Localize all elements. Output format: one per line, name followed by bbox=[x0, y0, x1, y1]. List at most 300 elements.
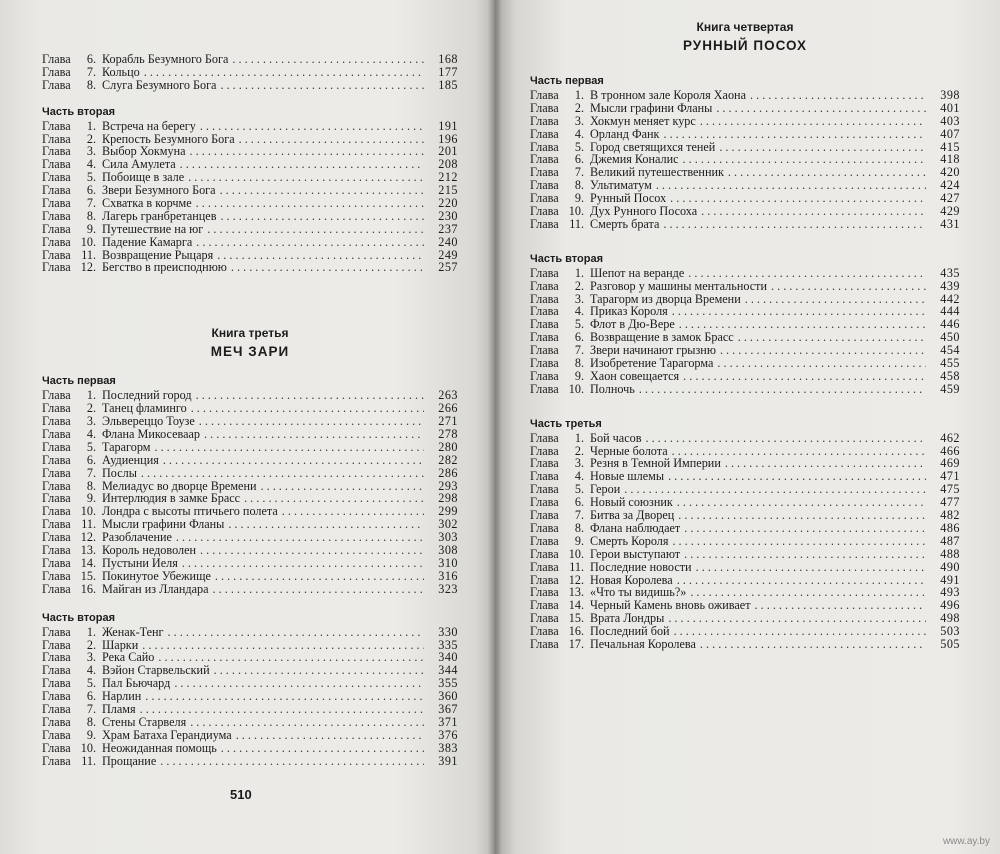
chapter-page: 431 bbox=[940, 216, 960, 231]
chapter-number: 2. bbox=[574, 278, 584, 293]
chapter-page: 212 bbox=[438, 170, 458, 185]
dot-leader bbox=[142, 639, 424, 652]
chapter-label: Глава bbox=[530, 113, 559, 128]
chapter-number: 8. bbox=[574, 178, 584, 193]
chapter-number: 4. bbox=[86, 427, 96, 442]
dot-leader bbox=[716, 102, 926, 115]
chapter-number: 9. bbox=[86, 491, 96, 506]
dot-leader bbox=[656, 179, 926, 192]
dot-leader bbox=[191, 402, 424, 415]
toc-entry bbox=[530, 432, 960, 445]
dot-leader bbox=[771, 280, 926, 293]
chapter-title: Возвращение Рыцаря bbox=[102, 247, 214, 262]
dot-leader bbox=[168, 626, 424, 639]
chapter-page: 403 bbox=[940, 113, 960, 128]
dot-leader bbox=[163, 454, 424, 467]
chapter-title: Разоблачение bbox=[102, 530, 172, 545]
chapter-page: 420 bbox=[940, 165, 960, 180]
chapter-label: Глава bbox=[42, 543, 71, 558]
toc-entry bbox=[42, 467, 458, 480]
chapter-title: Женак-Тенг bbox=[102, 624, 164, 639]
chapter-number: 4. bbox=[86, 157, 96, 172]
chapter-label: Глава bbox=[42, 247, 71, 262]
chapter-page: 455 bbox=[940, 356, 960, 371]
chapter-label: Глава bbox=[530, 508, 559, 523]
chapter-number: 5. bbox=[574, 482, 584, 497]
chapter-number: 8. bbox=[86, 478, 96, 493]
dot-leader bbox=[663, 128, 926, 141]
chapter-number: 7. bbox=[86, 64, 96, 79]
chapter-title: Бегство в преисподнюю bbox=[102, 260, 227, 275]
chapter-number: 2. bbox=[574, 443, 584, 458]
chapter-number: 4. bbox=[574, 304, 584, 319]
dot-leader bbox=[701, 205, 926, 218]
list-book4-part1 bbox=[530, 89, 960, 231]
chapter-page: 487 bbox=[940, 533, 960, 548]
chapter-title: Битва за Дворец bbox=[590, 508, 675, 523]
part-heading: Часть вторая bbox=[42, 105, 116, 118]
chapter-page: 298 bbox=[438, 491, 458, 506]
dot-leader bbox=[755, 599, 926, 612]
chapter-number: 8. bbox=[574, 520, 584, 535]
chapter-page: 237 bbox=[438, 221, 458, 236]
chapter-title: Послы bbox=[102, 465, 137, 480]
chapter-label: Глава bbox=[42, 118, 71, 133]
list-book4-part2 bbox=[530, 267, 960, 396]
chapter-number: 3. bbox=[574, 456, 584, 471]
dot-leader bbox=[700, 115, 926, 128]
chapter-label: Глава bbox=[42, 465, 71, 480]
dot-leader bbox=[668, 470, 926, 483]
chapter-label: Глава bbox=[530, 88, 559, 102]
chapter-number: 12. bbox=[80, 260, 96, 275]
chapter-title: Ультиматум bbox=[590, 178, 652, 193]
toc-entry bbox=[42, 544, 458, 557]
chapter-page: 278 bbox=[438, 427, 458, 442]
chapter-title: Тарагорм bbox=[102, 439, 151, 454]
chapter-number: 17. bbox=[568, 636, 584, 651]
chapter-number: 9. bbox=[574, 533, 584, 548]
chapter-page: 282 bbox=[438, 452, 458, 467]
dot-leader bbox=[696, 561, 926, 574]
chapter-label: Глава bbox=[530, 533, 559, 548]
list-part-two bbox=[42, 120, 458, 275]
chapter-title: Приказ Короля bbox=[590, 304, 668, 319]
chapter-number: 15. bbox=[568, 611, 584, 626]
chapter-number: 8. bbox=[86, 208, 96, 223]
chapter-number: 1. bbox=[86, 388, 96, 403]
chapter-page: 335 bbox=[438, 637, 458, 652]
chapter-number: 3. bbox=[574, 113, 584, 128]
chapter-number: 5. bbox=[86, 676, 96, 691]
chapter-label: Глава bbox=[530, 598, 559, 613]
chapter-page: 208 bbox=[438, 157, 458, 172]
toc-entry bbox=[42, 53, 458, 66]
chapter-number: 6. bbox=[574, 152, 584, 167]
dot-leader bbox=[645, 432, 926, 445]
page-number: 510 bbox=[230, 787, 252, 802]
chapter-label: Глава bbox=[530, 636, 559, 651]
toc-entry bbox=[42, 261, 458, 274]
chapter-label: Глава bbox=[42, 581, 71, 596]
chapter-number: 12. bbox=[80, 530, 96, 545]
chapter-number: 10. bbox=[80, 234, 96, 249]
chapter-title: Река Сайо bbox=[102, 650, 155, 665]
chapter-page: 503 bbox=[940, 624, 960, 639]
chapter-title: Флана Микосеваар bbox=[102, 427, 201, 442]
chapter-page: 475 bbox=[940, 482, 960, 497]
chapter-label: Глава bbox=[530, 585, 559, 600]
chapter-number: 9. bbox=[574, 368, 584, 383]
dot-leader bbox=[232, 53, 424, 66]
chapter-number: 11. bbox=[81, 753, 96, 768]
chapter-title: Великий путешественник bbox=[590, 165, 724, 180]
chapter-page: 435 bbox=[940, 265, 960, 280]
chapter-number: 2. bbox=[86, 401, 96, 416]
chapter-page: 454 bbox=[940, 343, 960, 358]
chapter-title: Пламя bbox=[102, 701, 136, 716]
chapter-title: Король недоволен bbox=[102, 543, 197, 558]
chapter-page: 271 bbox=[438, 414, 458, 429]
toc-entry bbox=[530, 548, 960, 561]
chapter-title: Новая Королева bbox=[590, 572, 673, 587]
chapter-page: 498 bbox=[940, 611, 960, 626]
chapter-title: Новый союзник bbox=[590, 495, 673, 510]
chapter-number: 16. bbox=[80, 581, 96, 596]
chapter-number: 8. bbox=[86, 714, 96, 729]
chapter-number: 3. bbox=[86, 650, 96, 665]
chapter-page: 340 bbox=[438, 650, 458, 665]
toc-entry bbox=[42, 441, 458, 454]
left-page bbox=[0, 0, 495, 854]
chapter-page: 266 bbox=[438, 401, 458, 416]
chapter-page: 360 bbox=[438, 689, 458, 704]
dot-leader bbox=[200, 120, 424, 133]
chapter-page: 391 bbox=[438, 753, 458, 768]
chapter-page: 439 bbox=[940, 278, 960, 293]
chapter-number: 5. bbox=[86, 439, 96, 454]
chapter-page: 415 bbox=[940, 139, 960, 154]
chapter-title: Нарлин bbox=[102, 689, 142, 704]
dot-leader bbox=[683, 370, 926, 383]
chapter-title: Пустыни Иеля bbox=[102, 555, 178, 570]
chapter-label: Глава bbox=[530, 482, 559, 497]
chapter-title: Крепость Безумного Бога bbox=[102, 131, 235, 146]
chapter-title: Путешествие на юг bbox=[102, 221, 204, 236]
chapter-label: Глава bbox=[530, 165, 559, 180]
chapter-label: Глава bbox=[530, 139, 559, 154]
toc-entry bbox=[42, 197, 458, 210]
chapter-title: Полночь bbox=[590, 381, 635, 396]
chapter-number: 9. bbox=[574, 191, 584, 206]
chapter-number: 5. bbox=[574, 139, 584, 154]
chapter-label: Глава bbox=[42, 568, 71, 583]
chapter-title: Мысли графини Фланы bbox=[102, 517, 225, 532]
chapter-label: Глава bbox=[42, 234, 71, 249]
chapter-label: Глава bbox=[530, 624, 559, 639]
chapter-label: Глава bbox=[42, 401, 71, 416]
chapter-title: Резня в Темной Империи bbox=[590, 456, 721, 471]
chapter-page: 323 bbox=[438, 581, 458, 596]
chapter-number: 5. bbox=[574, 317, 584, 332]
chapter-title: Рунный Посох bbox=[590, 191, 667, 206]
chapter-number: 10. bbox=[568, 381, 584, 396]
chapter-title: Врата Лондры bbox=[590, 611, 665, 626]
dot-leader bbox=[176, 531, 424, 544]
chapter-number: 13. bbox=[568, 585, 584, 600]
chapter-number: 14. bbox=[568, 598, 584, 613]
toc-entry bbox=[42, 210, 458, 223]
dot-leader bbox=[239, 133, 424, 146]
dot-leader bbox=[282, 505, 424, 518]
chapter-number: 7. bbox=[574, 508, 584, 523]
dot-leader bbox=[672, 305, 926, 318]
chapter-title: Флот в Дю-Вере bbox=[590, 317, 675, 332]
chapter-page: 466 bbox=[940, 443, 960, 458]
dot-leader bbox=[200, 544, 424, 557]
chapter-title: Побоище в зале bbox=[102, 170, 185, 185]
chapter-label: Глава bbox=[42, 52, 71, 66]
dot-leader bbox=[261, 480, 425, 493]
chapter-number: 6. bbox=[86, 183, 96, 198]
chapter-number: 7. bbox=[86, 196, 96, 211]
dot-leader bbox=[160, 755, 424, 768]
chapter-label: Глава bbox=[530, 368, 559, 383]
chapter-page: 371 bbox=[438, 714, 458, 729]
chapter-title: Последний бой bbox=[590, 624, 670, 639]
dot-leader bbox=[670, 192, 926, 205]
chapter-title: Разговор у машины ментальности bbox=[590, 278, 767, 293]
chapter-label: Глава bbox=[42, 439, 71, 454]
chapter-label: Глава bbox=[42, 753, 71, 768]
chapter-label: Глава bbox=[530, 520, 559, 535]
chapter-number: 7. bbox=[86, 701, 96, 716]
chapter-title: Прощание bbox=[102, 753, 157, 768]
toc-entry bbox=[530, 115, 960, 128]
chapter-page: 240 bbox=[438, 234, 458, 249]
dot-leader bbox=[204, 428, 424, 441]
chapter-label: Глава bbox=[42, 170, 71, 185]
chapter-page: 330 bbox=[438, 624, 458, 639]
chapter-label: Глава bbox=[42, 157, 71, 172]
chapter-title: Сила Амулета bbox=[102, 157, 176, 172]
toc-entry bbox=[42, 223, 458, 236]
chapter-page: 446 bbox=[940, 317, 960, 332]
toc-entry bbox=[42, 626, 458, 639]
chapter-page: 249 bbox=[438, 247, 458, 262]
dot-leader bbox=[668, 612, 926, 625]
chapter-page: 344 bbox=[438, 663, 458, 678]
chapter-label: Глава bbox=[530, 126, 559, 141]
chapter-label: Глава bbox=[42, 196, 71, 211]
chapter-page: 401 bbox=[940, 100, 960, 115]
chapter-title: Покинутое Убежище bbox=[102, 568, 211, 583]
chapter-title: Флана наблюдает bbox=[590, 520, 681, 535]
dot-leader bbox=[688, 267, 926, 280]
chapter-title: Дух Рунного Посоха bbox=[590, 204, 698, 219]
chapter-label: Глава bbox=[42, 701, 71, 716]
toc-entry bbox=[42, 236, 458, 249]
chapter-title: Эльвереццо Тоузе bbox=[102, 414, 195, 429]
toc-entry bbox=[42, 570, 458, 583]
chapter-label: Глава bbox=[530, 343, 559, 358]
chapter-page: 355 bbox=[438, 676, 458, 691]
chapter-number: 1. bbox=[574, 265, 584, 280]
chapter-label: Глава bbox=[42, 183, 71, 198]
chapter-number: 1. bbox=[574, 88, 584, 102]
chapter-label: Глава bbox=[530, 381, 559, 396]
dot-leader bbox=[719, 141, 926, 154]
chapter-number: 3. bbox=[574, 291, 584, 306]
toc-entry bbox=[42, 755, 458, 768]
chapter-label: Глава bbox=[42, 740, 71, 755]
chapter-page: 490 bbox=[940, 559, 960, 574]
chapter-page: 168 bbox=[438, 52, 458, 66]
chapter-label: Глава bbox=[42, 530, 71, 545]
toc-entry bbox=[530, 218, 960, 231]
toc-entry bbox=[530, 89, 960, 102]
toc-entry bbox=[530, 509, 960, 522]
chapter-label: Глава bbox=[42, 650, 71, 665]
chapter-title: Хаон совещается bbox=[590, 368, 680, 383]
chapter-title: Герои bbox=[590, 482, 621, 497]
dot-leader bbox=[725, 457, 926, 470]
dot-leader bbox=[182, 557, 424, 570]
chapter-number: 4. bbox=[574, 126, 584, 141]
chapter-title: Звери начинают грызню bbox=[590, 343, 716, 358]
chapter-title: Звери Безумного Бога bbox=[102, 183, 216, 198]
chapter-page: 299 bbox=[438, 504, 458, 519]
chapter-number: 6. bbox=[574, 495, 584, 510]
toc-entry bbox=[530, 561, 960, 574]
dot-leader bbox=[745, 293, 926, 306]
chapter-page: 220 bbox=[438, 196, 458, 211]
chapter-number: 12. bbox=[568, 572, 584, 587]
chapter-page: 459 bbox=[940, 381, 960, 396]
chapter-label: Глава bbox=[42, 208, 71, 223]
chapter-label: Глава bbox=[530, 304, 559, 319]
chapter-page: 442 bbox=[940, 291, 960, 306]
dot-leader bbox=[190, 145, 424, 158]
chapter-number: 4. bbox=[574, 469, 584, 484]
chapter-page: 263 bbox=[438, 388, 458, 403]
toc-entry bbox=[42, 729, 458, 742]
chapter-page: 191 bbox=[438, 118, 458, 133]
chapter-label: Глава bbox=[530, 152, 559, 167]
chapter-page: 293 bbox=[438, 478, 458, 493]
chapter-number: 15. bbox=[80, 568, 96, 583]
chapter-label: Глава bbox=[530, 430, 559, 445]
chapter-page: 280 bbox=[438, 439, 458, 454]
chapter-label: Глава bbox=[42, 555, 71, 570]
book-heading: Книга третья bbox=[211, 326, 289, 341]
chapter-label: Глава bbox=[42, 491, 71, 506]
chapter-title: Тарагорм из дворца Времени bbox=[590, 291, 741, 306]
chapter-number: 3. bbox=[86, 144, 96, 159]
dot-leader bbox=[220, 210, 424, 223]
chapter-title: Возвращение в замок Брасс bbox=[590, 330, 734, 345]
chapter-title: Аудиенция bbox=[102, 452, 159, 467]
chapter-page: 302 bbox=[438, 517, 458, 532]
chapter-title: Лондра с высоты птичьего полета bbox=[102, 504, 278, 519]
list-book4-part3 bbox=[530, 432, 960, 651]
chapter-page: 310 bbox=[438, 555, 458, 570]
chapter-title: Шарки bbox=[102, 637, 139, 652]
dot-leader bbox=[639, 383, 926, 396]
part-heading: Часть вторая bbox=[530, 252, 604, 265]
chapter-title: Смерть брата bbox=[590, 216, 660, 231]
dot-leader bbox=[196, 236, 424, 249]
chapter-page: 496 bbox=[940, 598, 960, 613]
dot-leader bbox=[678, 509, 926, 522]
list-book3-part1 bbox=[42, 389, 458, 595]
chapter-title: Майган из Лландара bbox=[102, 581, 209, 596]
chapter-title: Интерлюдия в замке Брасс bbox=[102, 491, 241, 506]
dot-leader bbox=[220, 79, 424, 92]
part-heading: Часть первая bbox=[42, 375, 116, 388]
chapter-title: «Что ты видишь?» bbox=[590, 585, 687, 600]
chapter-label: Глава bbox=[530, 191, 559, 206]
list-top bbox=[42, 53, 458, 92]
chapter-number: 13. bbox=[80, 543, 96, 558]
chapter-title: Мелиадус во дворце Времени bbox=[102, 478, 257, 493]
dot-leader bbox=[145, 690, 424, 703]
chapter-number: 8. bbox=[86, 77, 96, 92]
chapter-title: Мысли графини Фланы bbox=[590, 100, 713, 115]
chapter-page: 398 bbox=[940, 88, 960, 102]
chapter-page: 429 bbox=[940, 204, 960, 219]
chapter-label: Глава bbox=[530, 456, 559, 471]
toc-entry bbox=[42, 66, 458, 79]
chapter-number: 1. bbox=[86, 624, 96, 639]
dot-leader bbox=[154, 441, 424, 454]
chapter-number: 10. bbox=[568, 546, 584, 561]
chapter-number: 10. bbox=[568, 204, 584, 219]
chapter-page: 196 bbox=[438, 131, 458, 146]
chapter-number: 10. bbox=[80, 740, 96, 755]
dot-leader bbox=[228, 518, 424, 531]
toc-entry bbox=[42, 120, 458, 133]
chapter-page: 493 bbox=[940, 585, 960, 600]
chapter-page: 450 bbox=[940, 330, 960, 345]
chapter-page: 505 bbox=[940, 636, 960, 651]
chapter-title: В тронном зале Короля Хаона bbox=[590, 88, 746, 102]
chapter-page: 427 bbox=[940, 191, 960, 206]
toc-entry bbox=[42, 742, 458, 755]
chapter-label: Глава bbox=[42, 676, 71, 691]
dot-leader bbox=[180, 158, 424, 171]
chapter-page: 201 bbox=[438, 144, 458, 159]
chapter-label: Глава bbox=[42, 714, 71, 729]
book-heading: Книга четвертая bbox=[696, 20, 794, 34]
chapter-title: Бой часов bbox=[590, 430, 642, 445]
dot-leader bbox=[720, 344, 926, 357]
chapter-label: Глава bbox=[42, 517, 71, 532]
chapter-page: 488 bbox=[940, 546, 960, 561]
toc-entry bbox=[42, 716, 458, 729]
toc-entry bbox=[530, 267, 960, 280]
chapter-label: Глава bbox=[42, 77, 71, 92]
chapter-label: Глава bbox=[42, 637, 71, 652]
chapter-title: Изобретение Тарагорма bbox=[590, 356, 714, 371]
chapter-title: Падение Камарга bbox=[102, 234, 193, 249]
chapter-title: Орланд Фанк bbox=[590, 126, 660, 141]
dot-leader bbox=[213, 583, 424, 596]
dot-leader bbox=[144, 66, 424, 79]
toc-entry bbox=[530, 357, 960, 370]
dot-leader bbox=[674, 625, 926, 638]
chapter-number: 14. bbox=[80, 555, 96, 570]
